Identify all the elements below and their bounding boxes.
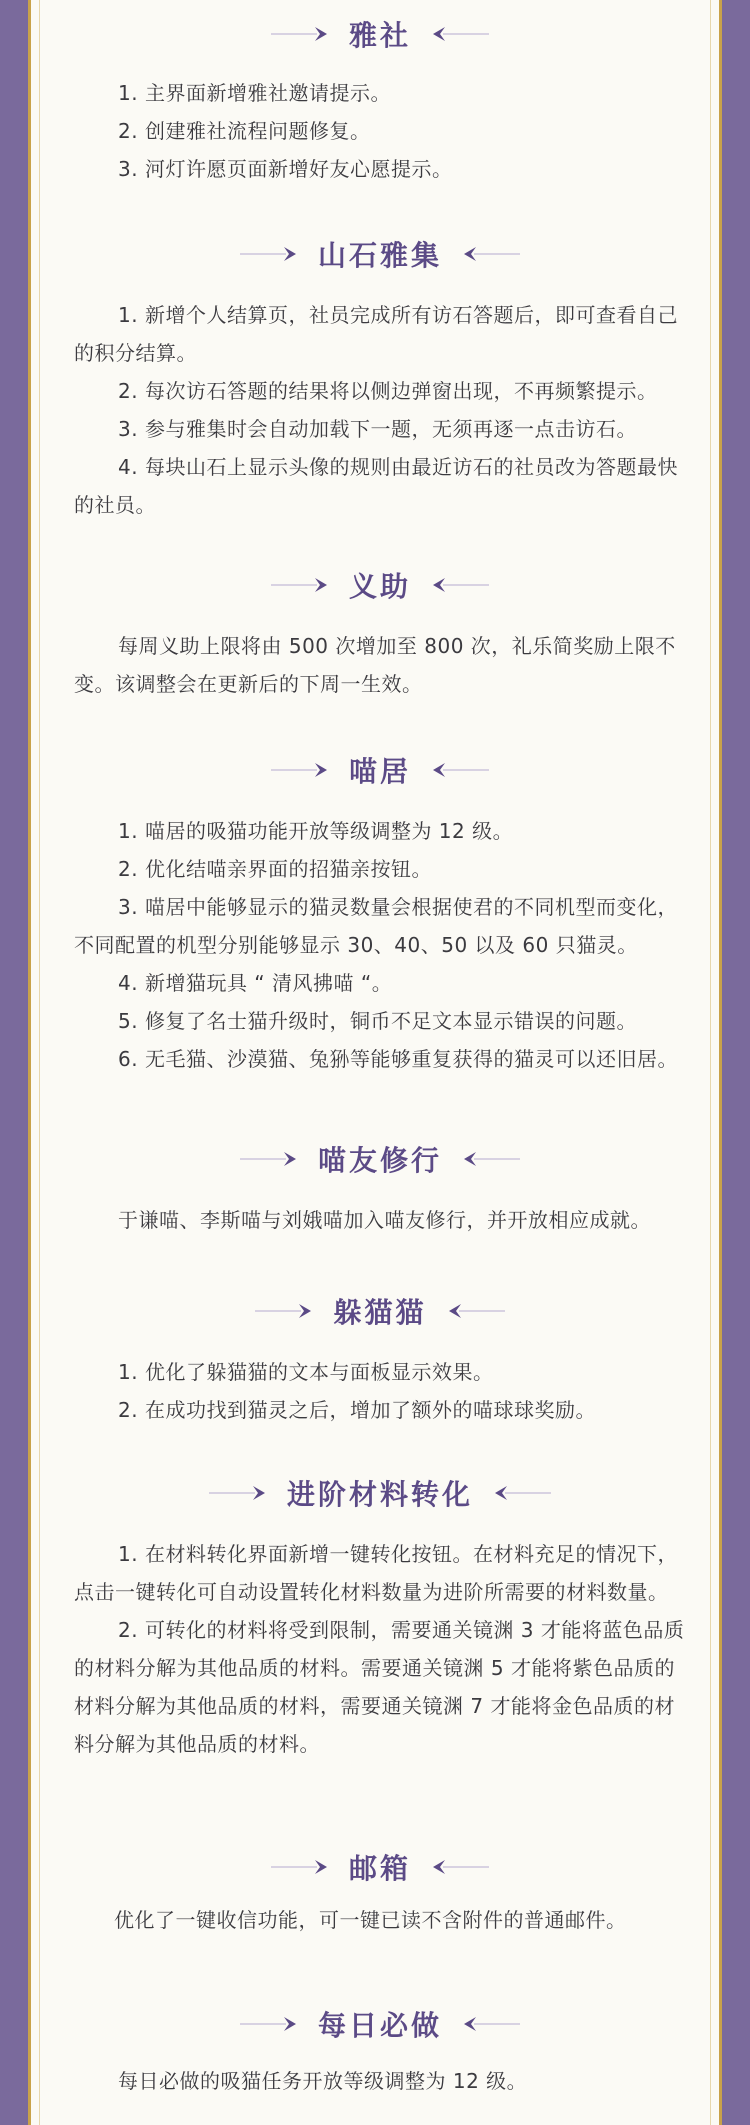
right-ornament-icon	[429, 1857, 489, 1877]
section-items	[74, 1353, 686, 1429]
right-ornament-icon	[429, 575, 489, 595]
left-ornament-icon	[240, 1149, 300, 1169]
section-items	[74, 74, 686, 188]
right-ornament-icon	[460, 244, 520, 264]
section-miaoyou-xiuxing	[74, 1139, 686, 1239]
paragraph: 于谦喵、李斯喵与刘娥喵加入喵友修行，并开放相应成就。	[118, 1208, 651, 1232]
list-item: 3. 参与雅集时会自动加载下一题，无须再逐一点击访石。	[118, 417, 637, 441]
paragraph: 优化了一键收信功能，可一键已读不含附件的普通邮件。	[114, 1908, 627, 1932]
list-item: 6. 无毛猫、沙漠猫、兔狲等能够重复获得的猫灵可以还旧居。	[118, 1047, 678, 1071]
section-items	[74, 627, 686, 703]
section-title: 喵居	[348, 755, 411, 788]
list-item: 2. 创建雅社流程问题修复。	[118, 119, 371, 143]
list-item: 1. 在材料转化界面新增一键转化按钮。在材料充足的情况下，点击一键转化可自动设置转化材料数量为进阶所需要的材料数量。	[74, 1542, 678, 1604]
section-title: 喵友修行	[317, 1144, 442, 1177]
list-item: 4. 每块山石上显示头像的规则由最近访石的社员改为答题最快的社员。	[74, 455, 678, 517]
list-item: 1. 新增个人结算页，社员完成所有访石答题后，即可查看自己的积分结算。	[74, 303, 678, 365]
section-items	[74, 1901, 686, 1939]
left-ornament-icon	[271, 575, 331, 595]
section-header	[74, 1139, 686, 1179]
left-ornament-icon	[271, 24, 331, 44]
right-ornament-icon	[460, 2014, 520, 2034]
section-yizhu	[74, 565, 686, 703]
section-header	[74, 1291, 686, 1331]
right-ornament-icon	[460, 1149, 520, 1169]
section-yashe	[74, 14, 686, 188]
section-title: 义助	[348, 570, 411, 603]
list-item: 2. 可转化的材料将受到限制，需要通关镜渊 3 才能将蓝色品质的材料分解为其他品质的材料。需要通关镜渊 5 才能将紫色品质的材料分解为其他品质的材料，需要通关镜渊 7 才能将金色品质的材料分解为其他品质的材料。	[74, 1618, 685, 1756]
section-title: 进阶材料转化	[286, 1478, 473, 1511]
section-header	[74, 565, 686, 605]
paragraph: 每周义助上限将由 500 次增加至 800 次，礼乐简奖励上限不变。该调整会在更新后的下周一生效。	[74, 634, 676, 696]
right-ornament-icon	[491, 1483, 551, 1503]
section-items	[74, 812, 686, 1078]
list-item: 1. 喵居的吸猫功能开放等级调整为 12 级。	[118, 819, 514, 843]
section-header	[74, 14, 686, 54]
list-item: 3. 喵居中能够显示的猫灵数量会根据使君的不同机型而变化，不同配置的机型分别能够显示 30、40、50 以及 60 只猫灵。	[74, 895, 678, 957]
section-title: 邮箱	[348, 1852, 411, 1885]
section-youxiang	[74, 1847, 686, 1939]
section-header	[74, 1473, 686, 1513]
section-items	[74, 2062, 686, 2100]
section-duomaomao	[74, 1291, 686, 1429]
section-jinjie-cailiao-zhuanhua	[74, 1473, 686, 1763]
section-title: 每日必做	[317, 2009, 442, 2042]
right-ornament-icon	[429, 24, 489, 44]
section-header	[74, 2004, 686, 2044]
section-title: 躲猫猫	[333, 1296, 427, 1329]
section-title: 雅社	[348, 19, 411, 52]
left-ornament-icon	[209, 1483, 269, 1503]
list-item: 1. 优化了躲猫猫的文本与面板显示效果。	[118, 1360, 494, 1384]
list-item: 2. 优化结喵亲界面的招猫亲按钮。	[118, 857, 432, 881]
right-ornament-icon	[445, 1301, 505, 1321]
left-ornament-icon	[240, 244, 300, 264]
list-item: 2. 在成功找到猫灵之后，增加了额外的喵球球奖励。	[118, 1398, 596, 1422]
section-miaoju	[74, 750, 686, 1078]
list-item: 3. 河灯许愿页面新增好友心愿提示。	[118, 157, 453, 181]
section-meiri-bizuo	[74, 2004, 686, 2100]
section-items	[74, 1535, 686, 1763]
section-items	[74, 1201, 686, 1239]
section-title: 山石雅集	[317, 239, 442, 272]
left-ornament-icon	[255, 1301, 315, 1321]
list-item: 2. 每次访石答题的结果将以侧边弹窗出现，不再频繁提示。	[118, 379, 658, 403]
left-ornament-icon	[271, 760, 331, 780]
section-items	[74, 296, 686, 524]
list-item: 5. 修复了名士猫升级时，铜币不足文本显示错误的问题。	[118, 1009, 637, 1033]
section-header	[74, 750, 686, 790]
left-ornament-icon	[271, 1857, 331, 1877]
paragraph: 每日必做的吸猫任务开放等级调整为 12 级。	[118, 2069, 528, 2093]
section-header	[74, 1847, 686, 1887]
list-item: 4. 新增猫玩具 “ 清风拂喵 “。	[118, 971, 393, 995]
left-ornament-icon	[240, 2014, 300, 2034]
section-shanshi-yaji	[74, 234, 686, 524]
section-header	[74, 234, 686, 274]
list-item: 1. 主界面新增雅社邀请提示。	[118, 81, 391, 105]
right-ornament-icon	[429, 760, 489, 780]
